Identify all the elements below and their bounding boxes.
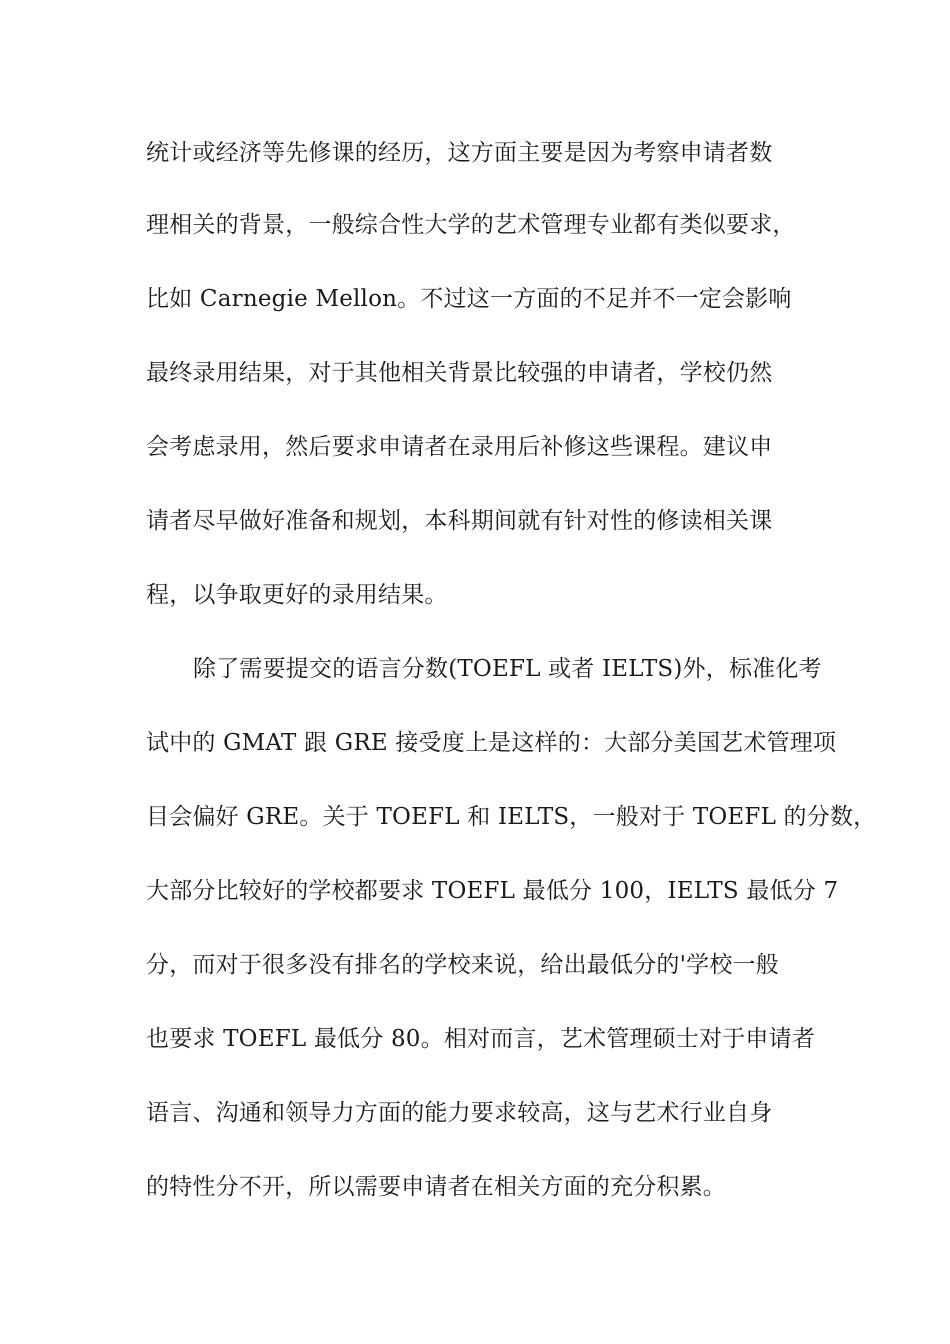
text-line: 理相关的背景，一般综合性大学的艺术管理专业都有类似要求，: [146, 212, 796, 238]
text-line: 比如 Carnegie Mellon。不过这一方面的不足并不一定会影响: [146, 286, 792, 312]
text-line: 除了需要提交的语言分数(TOEFL 或者 IELTS)外，标准化考: [193, 656, 822, 682]
text-line: 语言、沟通和领导力方面的能力要求较高，这与艺术行业自身: [146, 1100, 773, 1126]
text-line: 统计或经济等先修课的经历，这方面主要是因为考察申请者数: [146, 140, 773, 166]
text-line: 最终录用结果，对于其他相关背景比较强的申请者，学校仍然: [146, 360, 773, 386]
text-line: 试中的 GMAT 跟 GRE 接受度上是这样的：大部分美国艺术管理项: [146, 730, 837, 756]
text-line: 的特性分不开，所以需要申请者在相关方面的充分积累。: [146, 1174, 726, 1200]
text-line: 会考虑录用，然后要求申请者在录用后补修这些课程。建议申: [146, 434, 773, 460]
text-line: 程，以争取更好的录用结果。: [146, 582, 448, 608]
text-line: 大部分比较好的学校都要求 TOEFL 最低分 100，IELTS 最低分 7: [146, 878, 839, 904]
text-line: 目会偏好 GRE。关于 TOEFL 和 IELTS，一般对于 TOEFL 的分数，: [146, 804, 877, 830]
text-line: 也要求 TOEFL 最低分 80。相对而言，艺术管理硕士对于申请者: [146, 1026, 816, 1052]
text-line: 请者尽早做好准备和规划，本科期间就有针对性的修读相关课: [146, 508, 773, 534]
text-line: 分，而对于很多没有排名的学校来说，给出最低分的'学校一般: [146, 952, 779, 978]
